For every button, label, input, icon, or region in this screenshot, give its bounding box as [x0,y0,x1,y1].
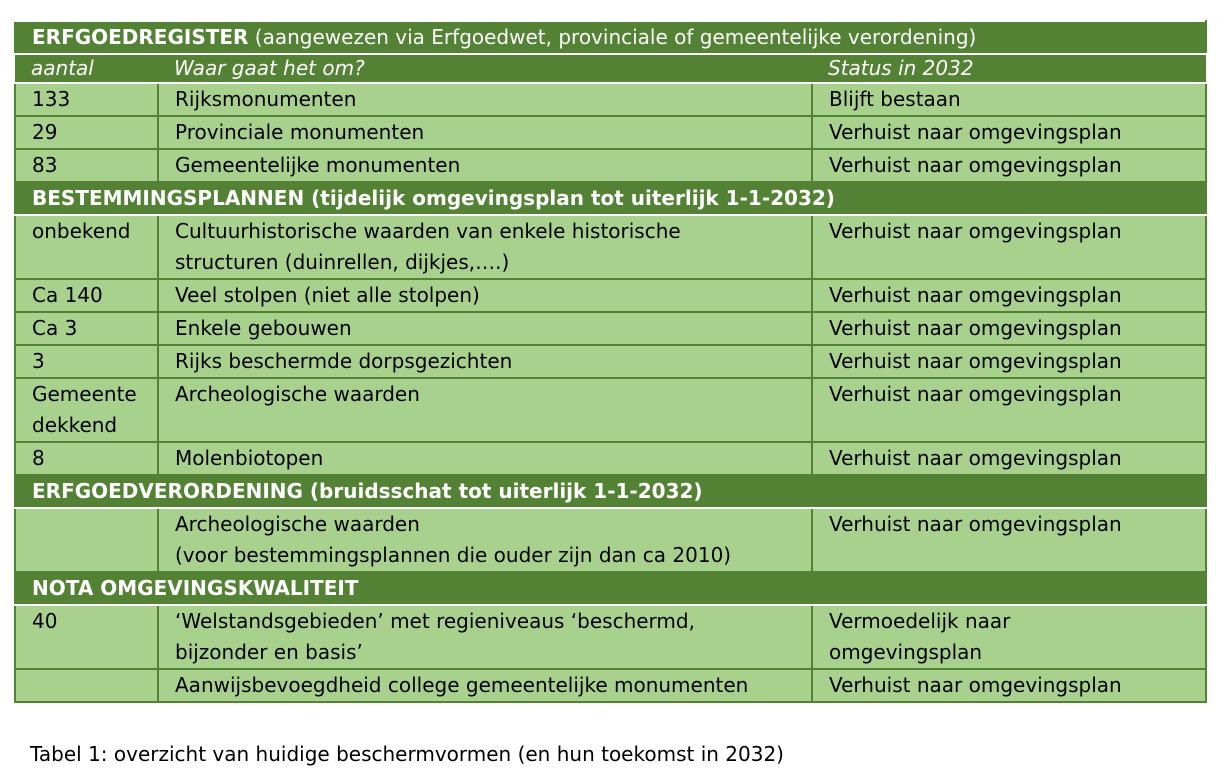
cell-count: 29 [15,116,158,149]
cell-status: Verhuist naar omgevingsplan [812,312,1206,345]
cell-subject: Enkele gebouwen [158,312,812,345]
cell-count [15,669,158,702]
cell-count-line: dekkend [32,413,118,437]
protection-forms-table [14,20,1207,703]
cell-subject-line: (voor bestemmingsplannen die ouder zijn dan ca 2010) [175,543,732,567]
table-row [15,149,1206,182]
cell-status: Verhuist naar omgevingsplan [812,669,1206,702]
cell-status: Verhuist naar omgevingsplan [812,442,1206,475]
cell-count: Ca 140 [15,279,158,312]
cell-subject: Aanwijsbevoegdheid college gemeentelijke monumenten [158,669,812,702]
table-caption: Tabel 1: overzicht van huidige beschermvormen (en hun toekomst in 2032) [30,742,784,766]
cell-subject: Molenbiotopen [158,442,812,475]
table-row [15,605,1206,669]
cell-subject: Gemeentelijke monumenten [158,149,812,182]
cell-subject: Veel stolpen (niet alle stolpen) [158,279,812,312]
cell-status: Verhuist naar omgevingsplan [812,378,1206,442]
table-row [15,116,1206,149]
cell-count: 3 [15,345,158,378]
table-row [15,345,1206,378]
cell-subject [158,605,812,669]
cell-count-line: Gemeente [32,382,137,406]
cell-status-line: Vermoedelijk naar [829,609,1011,633]
table-row [15,215,1206,279]
cell-subject-line: ‘Welstandsgebieden’ met regieniveaus ‘beschermd, [175,609,695,633]
cell-count: 40 [15,605,158,669]
column-header-status: Status in 2032 [812,54,1206,83]
cell-subject: Provinciale monumenten [158,116,812,149]
cell-status: Verhuist naar omgevingsplan [812,215,1206,279]
section-title: BESTEMMINGSPLANNEN (tijdelijk omgevingsplan tot uiterlijk 1-1-2032) [15,182,1206,215]
cell-subject [158,215,812,279]
cell-status: Verhuist naar omgevingsplan [812,345,1206,378]
section-header-bestemmingsplannen [15,182,1206,215]
column-header-count: aantal [15,54,158,83]
section-title-bold: ERFGOEDREGISTER [32,25,249,49]
column-header-subject: Waar gaat het om? [158,54,812,83]
table-row [15,378,1206,442]
cell-count: 8 [15,442,158,475]
cell-status-line: omgevingsplan [829,640,983,664]
cell-status [812,605,1206,669]
table-row [15,669,1206,702]
table-row [15,442,1206,475]
section-header-nota-omgevingskwaliteit [15,572,1206,605]
table-row [15,279,1206,312]
cell-subject-line: Archeologische waarden [175,512,420,536]
section-header-erfgoedverordening [15,475,1206,508]
cell-count: 133 [15,83,158,116]
cell-count: Ca 3 [15,312,158,345]
cell-subject: Rijks beschermde dorpsgezichten [158,345,812,378]
cell-status: Verhuist naar omgevingsplan [812,508,1206,572]
cell-count: onbekend [15,215,158,279]
cell-subject: Archeologische waarden [158,378,812,442]
cell-count [15,378,158,442]
cell-subject-line: bijzonder en basis’ [175,640,363,664]
section-title: ERFGOEDVERORDENING (bruidsschat tot uiterlijk 1-1-2032) [15,475,1206,508]
cell-subject-line: Cultuurhistorische waarden van enkele historische [175,219,681,243]
cell-subject: Rijksmonumenten [158,83,812,116]
section-title: NOTA OMGEVINGSKWALITEIT [15,572,1206,605]
section-header-erfgoedregister [15,21,1206,54]
table-row [15,508,1206,572]
cell-status: Blijft bestaan [812,83,1206,116]
cell-status: Verhuist naar omgevingsplan [812,149,1206,182]
column-headers [15,54,1206,83]
cell-subject [158,508,812,572]
table-row [15,83,1206,116]
cell-status: Verhuist naar omgevingsplan [812,279,1206,312]
cell-count [15,508,158,572]
cell-status: Verhuist naar omgevingsplan [812,116,1206,149]
table-row [15,312,1206,345]
cell-subject-line: structuren (duinrellen, dijkjes,….) [175,250,510,274]
cell-count: 83 [15,149,158,182]
section-title-rest: (aangewezen via Erfgoedwet, provinciale of gemeentelijke verordening) [248,25,977,49]
